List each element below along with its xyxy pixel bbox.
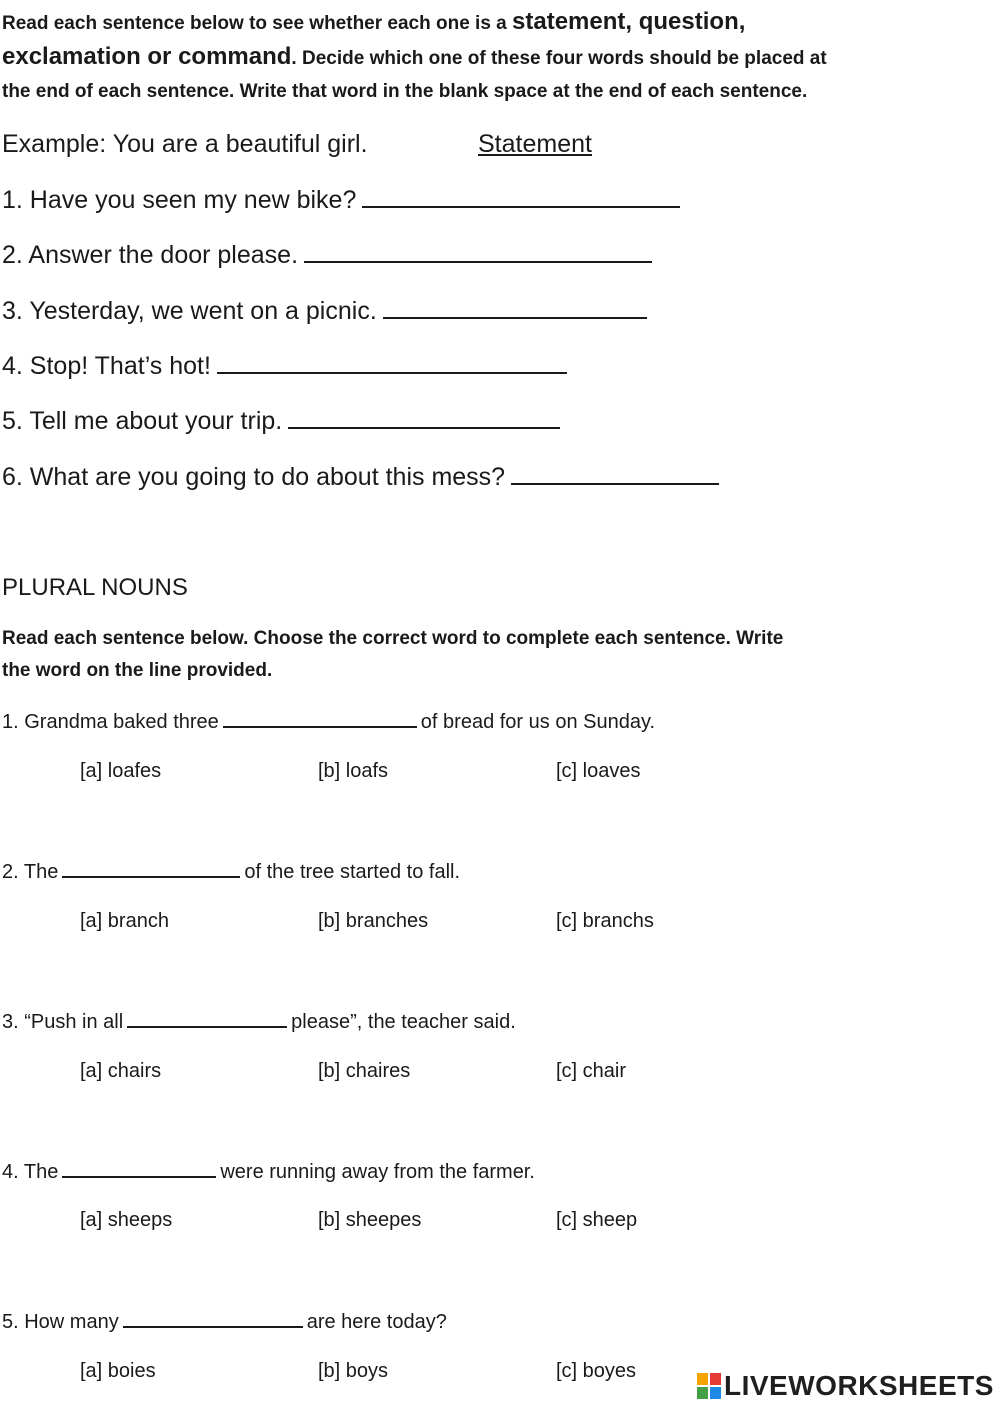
sentence-item-4 bbox=[2, 352, 567, 381]
sentence-item-3 bbox=[2, 297, 647, 326]
option-b[interactable]: [b] sheepes bbox=[318, 1209, 422, 1231]
question-text: were running away from the farmer. bbox=[220, 1161, 535, 1183]
option-c[interactable]: [c] chair bbox=[556, 1060, 627, 1082]
option-a[interactable]: [a] loafes bbox=[80, 760, 162, 782]
sentence-text: 2. Answer the door please. bbox=[2, 241, 299, 269]
sentence-text: 6. What are you going to do about this mess? bbox=[2, 463, 506, 491]
option-c[interactable]: [c] loaves bbox=[556, 760, 641, 782]
plural-question-4 bbox=[2, 1160, 535, 1184]
option-a[interactable]: [a] boies bbox=[80, 1360, 156, 1382]
sentence-text: 1. Have you seen my new bike? bbox=[2, 186, 357, 214]
instructions-text: . Decide which one of these four words should be placed at bbox=[291, 48, 827, 69]
plural-instructions-line-2: the word on the line provided. bbox=[2, 660, 273, 681]
question-text: 1. Grandma baked three bbox=[2, 711, 219, 733]
question-text: of the tree started to fall. bbox=[244, 861, 461, 883]
answer-blank[interactable] bbox=[288, 407, 560, 429]
question-text: 5. How many bbox=[2, 1311, 119, 1333]
section-heading: PLURAL NOUNS bbox=[2, 574, 188, 601]
sentence-item-6 bbox=[2, 463, 719, 492]
answer-blank[interactable] bbox=[511, 463, 719, 485]
watermark-text: LIVEWORKSHEETS bbox=[724, 1370, 994, 1401]
option-c[interactable]: [c] branchs bbox=[556, 910, 654, 932]
question-text: 4. The bbox=[2, 1161, 59, 1183]
instructions-text: Read each sentence below to see whether each one is a bbox=[2, 13, 507, 34]
example-sentence: Example: You are a beautiful girl. bbox=[2, 130, 368, 158]
option-a[interactable]: [a] sheeps bbox=[80, 1209, 173, 1231]
plural-instructions-line-1: Read each sentence below. Choose the correct word to complete each sentence. Write bbox=[2, 628, 784, 649]
answer-blank[interactable] bbox=[62, 1160, 216, 1178]
sentence-item-5 bbox=[2, 407, 560, 436]
plural-question-5 bbox=[2, 1310, 447, 1334]
option-c[interactable]: [c] sheep bbox=[556, 1209, 638, 1231]
option-b[interactable]: [b] chaires bbox=[318, 1060, 411, 1082]
answer-blank[interactable] bbox=[362, 186, 680, 208]
question-text: 3. “Push in all bbox=[2, 1011, 124, 1033]
option-c[interactable]: [c] boyes bbox=[556, 1360, 637, 1382]
sentence-text: 4. Stop! That’s hot! bbox=[2, 352, 211, 380]
question-text: please”, the teacher said. bbox=[291, 1011, 516, 1033]
option-a[interactable]: [a] branch bbox=[80, 910, 169, 932]
liveworksheets-watermark bbox=[697, 1368, 994, 1404]
answer-blank[interactable] bbox=[127, 1010, 287, 1028]
instructions-terms: statement, question, bbox=[512, 8, 746, 35]
answer-blank[interactable] bbox=[62, 860, 240, 878]
plural-question-3 bbox=[2, 1010, 516, 1034]
example-answer: Statement bbox=[478, 130, 592, 158]
question-text: of bread for us on Sunday. bbox=[420, 711, 656, 733]
sentence-text: 5. Tell me about your trip. bbox=[2, 407, 283, 435]
liveworksheets-logo-icon bbox=[697, 1373, 721, 1399]
sentence-item-1 bbox=[2, 186, 680, 215]
instructions-line-1 bbox=[2, 8, 745, 37]
option-a[interactable]: [a] chairs bbox=[80, 1060, 162, 1082]
answer-blank[interactable] bbox=[383, 297, 647, 319]
option-b[interactable]: [b] boys bbox=[318, 1360, 389, 1382]
instructions-line-3: the end of each sentence. Write that word in the blank space at the end of each sentence. bbox=[2, 81, 808, 102]
answer-blank[interactable] bbox=[217, 352, 567, 374]
question-text: are here today? bbox=[306, 1311, 447, 1333]
answer-blank[interactable] bbox=[223, 710, 417, 728]
instructions-line-2 bbox=[2, 43, 827, 72]
question-text: 2. The bbox=[2, 861, 59, 883]
answer-blank[interactable] bbox=[304, 241, 652, 263]
option-b[interactable]: [b] loafs bbox=[318, 760, 389, 782]
sentence-item-2 bbox=[2, 241, 652, 270]
sentence-text: 3. Yesterday, we went on a picnic. bbox=[2, 297, 377, 325]
instructions-terms: exclamation or command bbox=[2, 43, 292, 70]
plural-question-2 bbox=[2, 860, 460, 884]
answer-blank[interactable] bbox=[123, 1310, 303, 1328]
plural-question-1 bbox=[2, 710, 655, 734]
option-b[interactable]: [b] branches bbox=[318, 910, 429, 932]
